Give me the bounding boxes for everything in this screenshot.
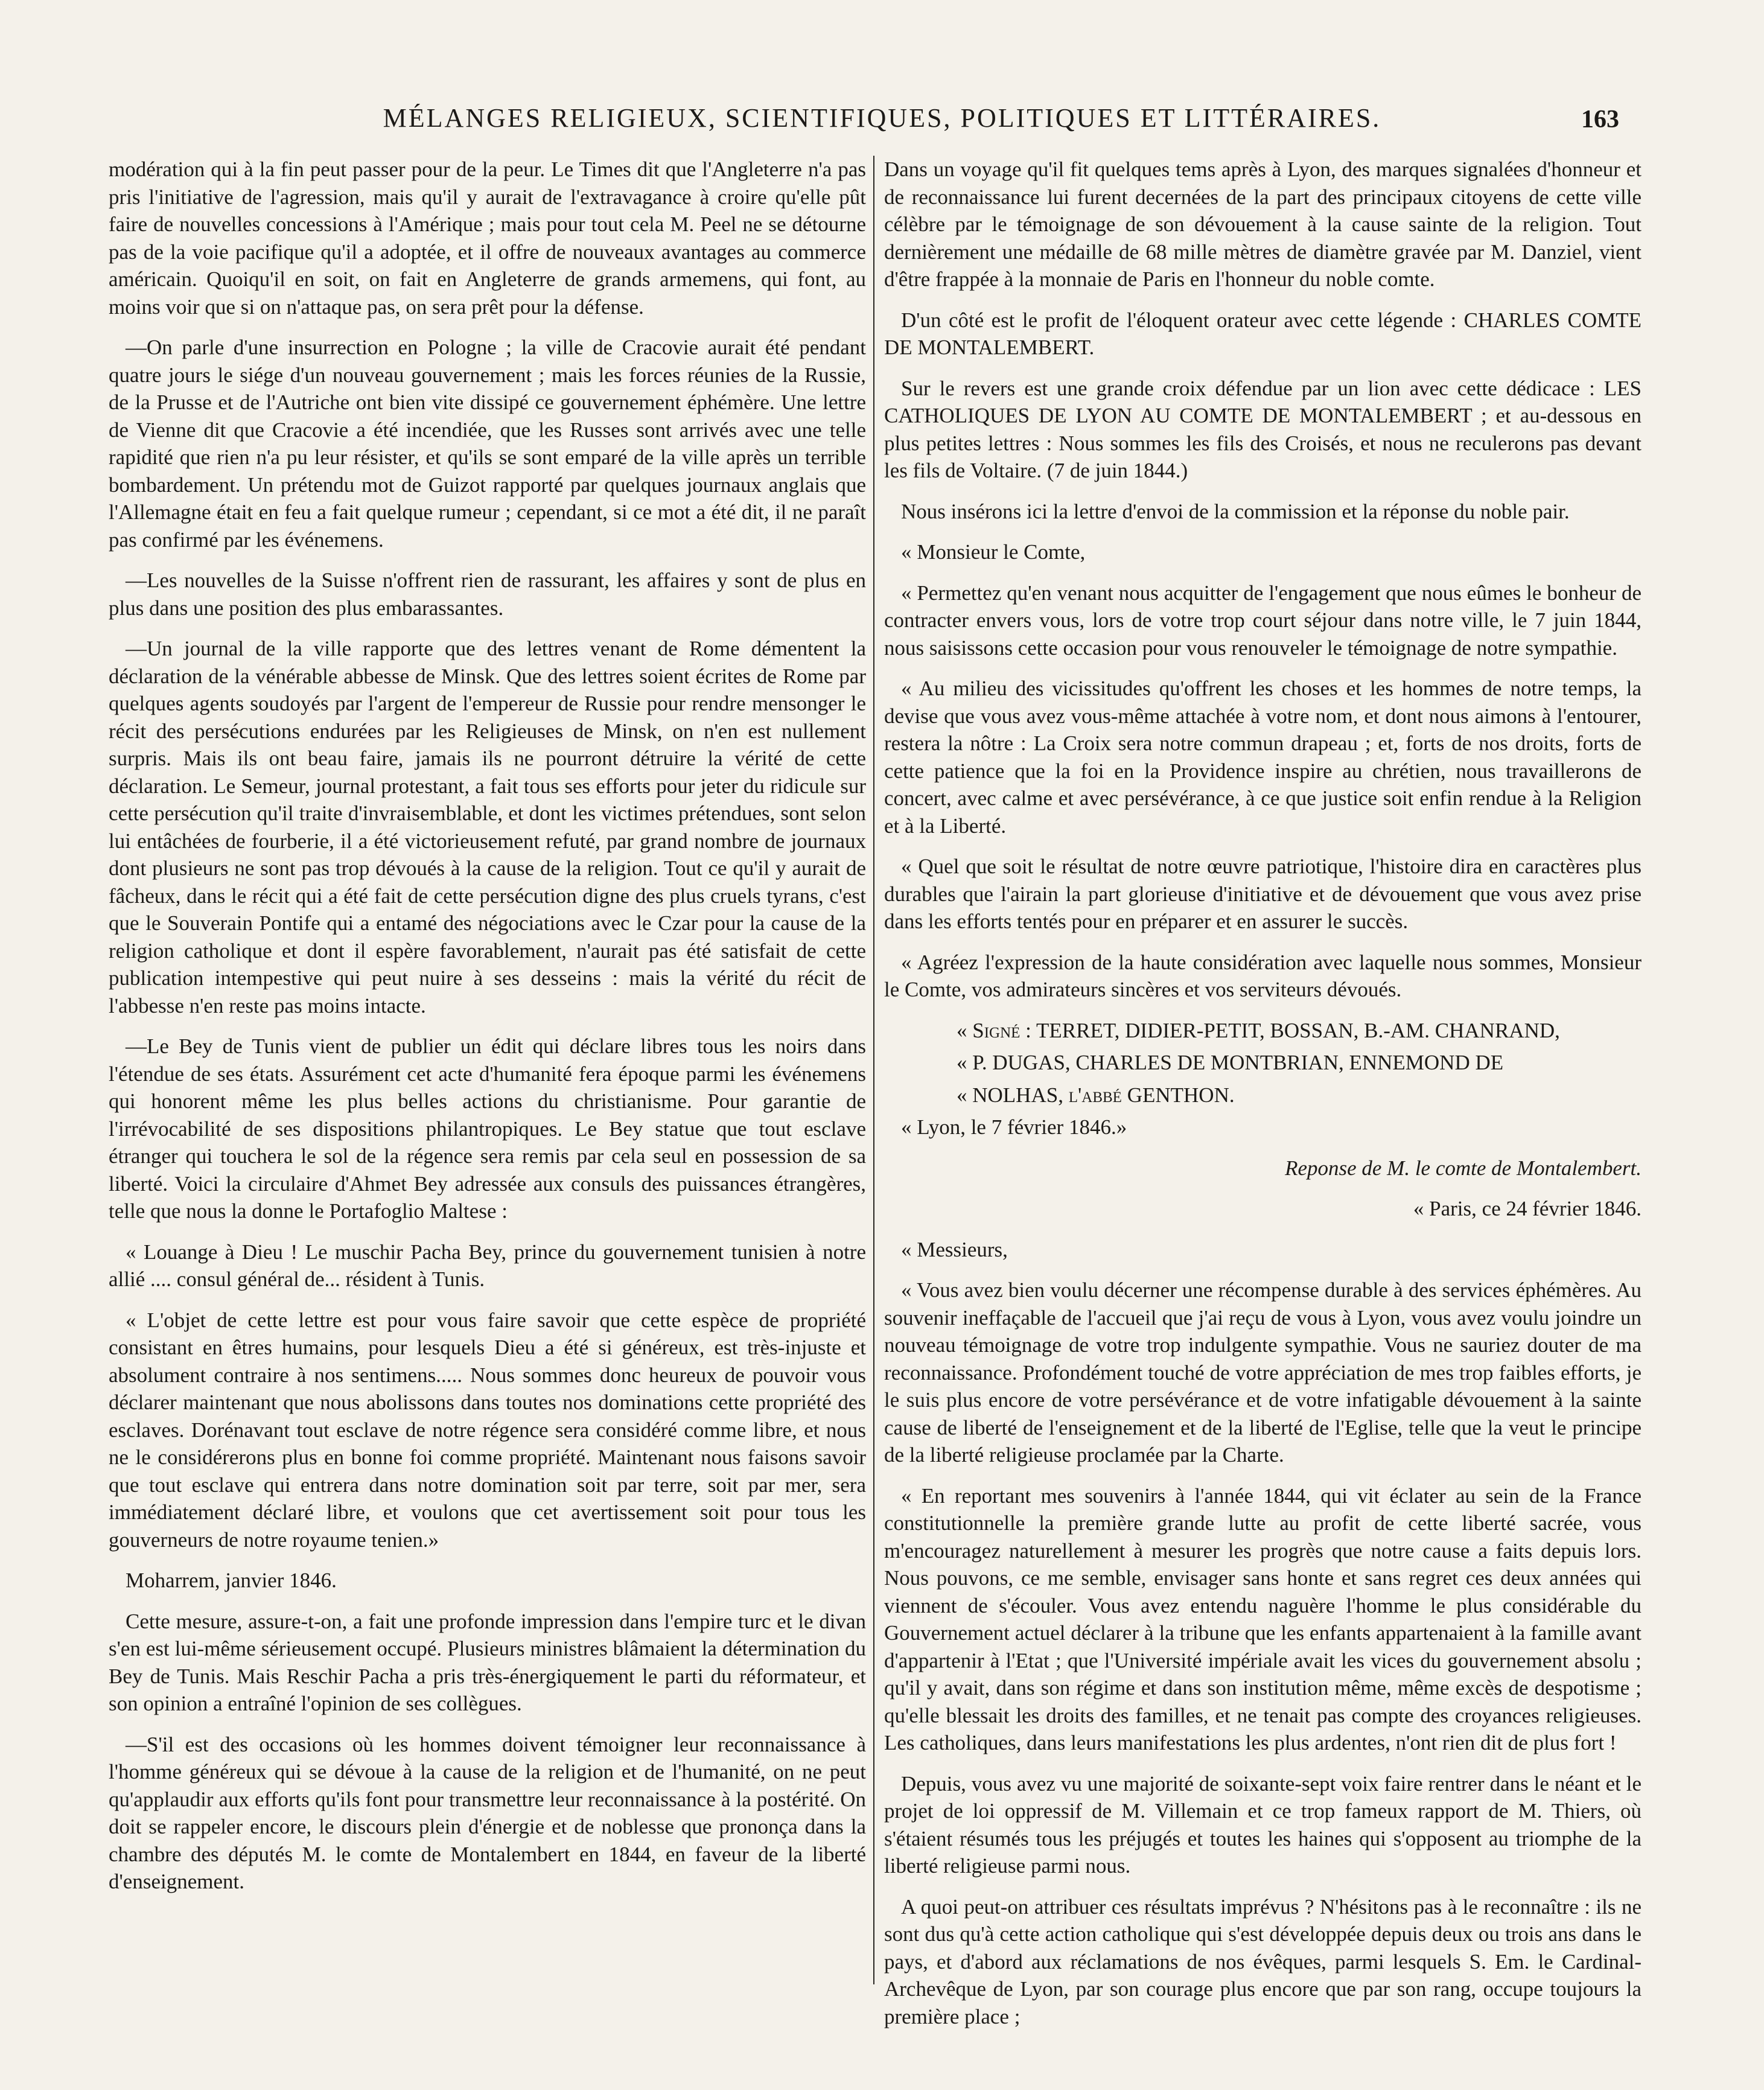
dateline-lyon: « Lyon, le 7 février 1846.»: [901, 1115, 1127, 1139]
paragraph-medaille-face: D'un côté est le profit de l'éloquent orateur avec cette légende : CHARLES COMTE DE MONTALEMBERT.: [884, 308, 1641, 359]
paragraph-vicissitudes: « Au milieu des vicissitudes qu'offrent les choses et les hommes de notre temps, la devise que vous avez vous-même attachée à votre nom, et dont nous aimons à l'entourer, restera la nôtre : La Croix sera notre commun drapeau ; et, forts de nos droits, forts de cette patience que la foi en la Providence inspire au chrétien, nous travaillerons de concert, avec calme et avec persévérance, à ce que justice soit enfin rendue à la Religion et à la Liberté.: [884, 677, 1641, 838]
paragraph-moharrem: Moharrem, janvier 1846.: [126, 1569, 337, 1592]
paragraph-empire-turc: Cette mesure, assure-t-on, a fait une profonde impression dans l'empire turc et le divan s'en est lui-même sérieusement occupé. Plusieurs ministres blâmaient la détermination du Bey de Tunis. Mais Reschir Pacha a pris très-énergiquement le parti du réformateur, et son opinion a entraîné l'opinion de ses collègues.: [109, 1609, 866, 1715]
paragraph-louange: « Louange à Dieu ! Le muschir Pacha Bey, prince du gouvernement tunisien à notre allié .... consul général de... résident à Tunis.: [109, 1240, 866, 1291]
left-column: [109, 156, 866, 2057]
paragraph-moderation: modération qui à la fin peut passer pour de la peur. Le Times dit que l'Angleterre n'a pas pris l'initiative de l'agression, mais qu'il y aurait de l'extravagance à croire qu'elle pût faire de nouvelles concessions à l'Amérique ; mais pour tout cela M. Peel ne se détourne pas de la voie pacifique qu'il a adoptée, et il offre de nouveaux avantages au commerce américain. Quoiqu'il en soit, on fait en Angleterre de grands armemens, qui font, au moins voir que si on n'attaque pas, on sera prêt pour la défense.: [109, 158, 866, 319]
reponse-heading: Reponse de M. le comte de Montalembert.: [1285, 1156, 1641, 1180]
paragraph-oeuvre: « Quel que soit le résultat de notre œuvre patriotique, l'histoire dira en caractères plus durables que l'airain la part glorieuse d'initiative et de dévouement que vous avez prise dans les efforts tentés pour en préparer et en assurer le succès.: [884, 855, 1641, 933]
paragraph-voyage-lyon: Dans un voyage qu'il fit quelques tems après à Lyon, des marques signalées d'honneur et de reconnaissance lui furent decernées de la part des principaux citoyens de cette ville célèbre par le témoignage de son dévouement à la cause sainte de la religion. Tout dernièrement une médaille de 68 mille mètres de diamètre gravée par M. Danziel, vient d'être frappée à la monnaie de Paris en l'honneur du noble comte.: [884, 158, 1641, 291]
salutation-messieurs: « Messieurs,: [901, 1237, 1008, 1261]
paragraph-bey-tunis: —Le Bey de Tunis vient de publier un édit qui déclare libres tous les noirs dans l'étendue de ses états. Assurément cet acte d'humanité fera époque parmi les événemens qui honorent même les plus belles actions du christianisme. Pour garantie de l'irrévocabilité de ses dispositions philantropiques. Le Bey statue que tout esclave étranger qui touchera le sol de la régence sera remis par cela seul en possession de sa liberté. Voici la circulaire d'Ahmet Bey adressée aux consuls des puissances étrangères, telle que nous la donne le Portafoglio Maltese :: [109, 1034, 866, 1223]
paragraph-medaille-revers: Sur le revers est une grande croix défendue par un lion avec cette dédicace : LES CATHOLIQUES DE LYON AU COMTE DE MONTALEMBERT ; et au-dessous en plus petites lettres : Nous sommes les fils des Croisés, et nous ne reculerons pas devant les fils de Voltaire. (7 de juin 1844.): [884, 376, 1641, 482]
paragraph-lettre-objet: « L'objet de cette lettre est pour vous faire savoir que cette espèce de propriété consistant en êtres humains, pour lesquels Dieu a été si généreux, est très-injuste et absolument contraire à nos sentimens..... Nous sommes donc heureux de pouvoir vous déclarer maintenant que nous abolissons dans toutes nos dominations cette propriété des esclaves. Dorénavant tout esclave de notre régence sera considéré comme libre, et nous ne le considérerons plus en bonne foi comme propriété. Maintenant nous faisons savoir que tout esclave qui entrera dans notre domination soit par terre, soit par mer, sera immédiatement déclaré libre, et voulons que cet avertissement soit pour tous les gouverneurs de notre royaume tenien.»: [109, 1308, 866, 1552]
paragraph-agreez: « Agréez l'expression de la haute considération avec laquelle nous sommes, Monsieur le Comte, vos admirateurs sincères et vos serviteurs dévoués.: [884, 950, 1641, 1001]
paragraph-insertion: Nous insérons ici la lettre d'envoi de la commission et la réponse du noble pair.: [901, 499, 1570, 523]
paragraph-majorite: Depuis, vous avez vu une majorité de soixante-sept voix faire rentrer dans le néant et le projet de loi oppressif de M. Villemain et ce trop fameux rapport de M. Thiers, où s'étaient résumés tous les préjugés et toutes les haines qui s'opposent au triomphe de la liberté religieuse parmi nous.: [884, 1771, 1641, 1878]
dateline-paris: « Paris, ce 24 février 1846.: [1413, 1197, 1641, 1220]
paragraph-minsk: —Un journal de la ville rapporte que des lettres venant de Rome démentent la déclaration de la vénérable abbesse de Minsk. Que des lettres soient écrites de Rome par quelques agents soudoyés par l'argent de l'empereur de Russie pour rendre mensonger le récit des persécutions endurées par les Religieuses de Minsk, on n'en est nullement surpris. Mais ils ont beau faire, jamais ils ne pourront détruire la vérité de cette déclaration. Le Semeur, journal protestant, a fait tous ses efforts pour jeter du ridicule sur cette persécution qu'il traite d'invraisemblable, et dont les victimes prétendues, sont selon lui entâchées de fourberie, il a été victorieusement refuté, par grand nombre de journaux dont plusieurs ne sont pas trop dévoués à la cause de la religion. Tout ce qu'il y aurait de fâcheux, dans le récit qui a été fait de cette persécution digne des plus cruels tyrans, c'est que le Souverain Pontife qui a entamé des négociations avec le Czar pour la cause de la religion catholique et dont il espère favorablement, n'aurait pas été satisfait de cette publication intempestive qui peut nuire à ses desseins : mais la vérité du récit de l'abbesse n'en reste pas moins intacte.: [109, 637, 866, 1018]
running-header: [0, 103, 1764, 151]
paragraph-souvenirs-1844: « En reportant mes souvenirs à l'année 1844, qui vit éclater au sein de la France constitutionnelle la première grande lutte au profit de cette liberté sacrée, vous m'encouragez naturellement à mesurer les progrès que notre cause a faits depuis lors. Nous pouvons, ce me semble, envisager sans honte et sans regret ces deux années qui viennent de s'écouler. Vous avez entendu naguère l'homme le plus considérable du Gouvernement actuel déclarer à la tribune que les enfants appartenaient à la famille avant d'appartenir à l'Etat ; que l'Université impériale avait les vices du gouvernement absolu ; qu'il y avait, dans son régime et dans son institution même, même excès de despotisme ; qu'elle blessait les droits des familles, et ne tenait pas compte des croyances religieuses. Les catholiques, dans leurs manifestations les plus ardentes, n'ont rien dit de plus fort !: [884, 1483, 1641, 1754]
paragraph-suisse: —Les nouvelles de la Suisse n'offrent rien de rassurant, les affaires y sont de plus en plus dans une position des plus embarassantes.: [109, 569, 866, 620]
signature-line-1: « Signé : TERRET, DIDIER-PETIT, BOSSAN, B.-AM. CHANRAND,: [957, 1018, 1560, 1042]
right-column: [884, 156, 1641, 2057]
paragraph-pologne: —On parle d'une insurrection en Pologne ; la ville de Cracovie aurait été pendant quatre jours le siége d'un nouveau gouvernement ; mais les forces réunies de la Russie, de la Prusse et de l'Autriche ont bien vite dissipé ce gouvernement éphémère. Une lettre de Vienne dit que Cracovie a été incendiée, que les Russes sont arrivés avec une telle rapidité que rien n'a pu leur résister, et qu'ils se sont emparé de la ville après un terrible bombardement. Un prétendu mot de Guizot rapporté par quelques journaux anglais que l'Allemagne était en feu a fait quelque rumeur ; cependant, si ce mot a été dit, il ne paraît pas confirmé par les événemens.: [109, 336, 866, 552]
paragraph-permettez: « Permettez qu'en venant nous acquitter de l'engagement que nous eûmes le bonheur de contracter envers vous, lors de votre trop court séjour dans notre ville, le 7 juin 1844, nous saisissons cette occasion pour vous renouveler le témoignage de notre sympathie.: [884, 581, 1641, 660]
signature-line-2: « P. DUGAS, CHARLES DE MONTBRIAN, ENNEMOND DE: [957, 1051, 1504, 1074]
signature-line-3: « NOLHAS, l'abbé GENTHON.: [957, 1083, 1235, 1107]
header-title: MÉLANGES RELIGIEUX, SCIENTIFIQUES, POLITIQUES ET LITTÉRAIRES.: [383, 103, 1381, 133]
column-divider: [873, 156, 874, 1984]
page-number: 163: [1581, 106, 1619, 133]
salutation-comte: « Monsieur le Comte,: [901, 540, 1086, 564]
paragraph-resultats: A quoi peut-on attribuer ces résultats imprévus ? N'hésitons pas à le reconnaître : ils ne sont dus qu'à cette action catholique qui s'est développée depuis deux ou trois ans dans le pays, et d'abord aux réclamations de nos évêques, parmi lesquels S. Em. le Cardinal-Archevêque de Lyon, par son courage plus encore que par son rang, occupe toujours la première place ;: [884, 1894, 1641, 2028]
paragraph-montalembert: —S'il est des occasions où les hommes doivent témoigner leur reconnaissance à l'homme généreux qui se dévoue à la cause de la religion et de l'humanité, on ne peut qu'applaudir aux efforts qu'ils font pour transmettre leur reconnaissance à la postérité. On doit se rappeler encore, le discours plein d'énergie et de noblesse que prononça dans la chambre des députés M. le comte de Montalembert en 1844, en faveur de la liberté d'enseignement.: [109, 1732, 866, 1893]
paragraph-recompense: « Vous avez bien voulu décerner une récompense durable à des services éphémères. Au souvenir ineffaçable de l'accueil que j'ai reçu de vous à Lyon, vous avez voulu joindre un nouveau témoignage de votre trop indulgente sympathie. Vous ne sauriez douter de ma reconnaissance. Profondément touché de votre appréciation de mes trop faibles efforts, je le suis plus encore de votre persévérance et de votre infatigable dévouement à la sainte cause de liberté de l'enseignement et de la liberté de l'Eglise, telle que la veut le principe de la liberté religieuse proclamée par la Charte.: [884, 1278, 1641, 1467]
